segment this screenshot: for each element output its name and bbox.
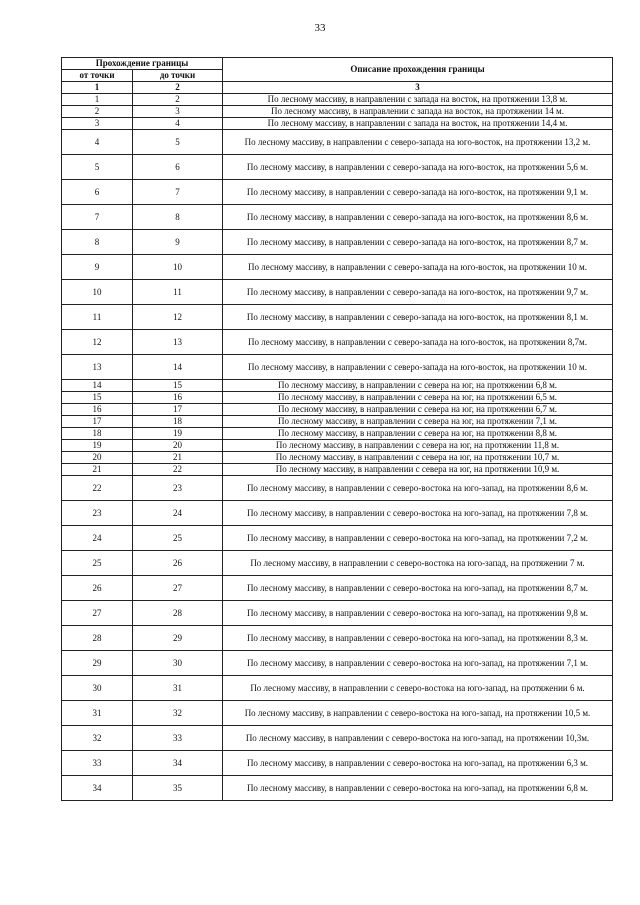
table-row: [62, 106, 613, 118]
cell-description: По лесному массиву, в направлении с северо-запада на юго-восток, на протяжении 8,7 м.: [223, 230, 613, 255]
cell-description: По лесному массиву, в направлении с севера на юг, на протяжении 10,7 м.: [223, 452, 613, 464]
table-row: [62, 205, 613, 230]
cell-from-point: 25: [62, 551, 133, 576]
table-row: [62, 230, 613, 255]
table-row: [62, 380, 613, 392]
cell-from-point: 19: [62, 440, 133, 452]
table-row: [62, 751, 613, 776]
cell-to-point: 20: [133, 440, 223, 452]
cell-to-point: 33: [133, 726, 223, 751]
table-row: [62, 155, 613, 180]
table-row: [62, 726, 613, 751]
cell-description: По лесному массиву, в направлении с северо-востока на юго-запад, на протяжении 7 м.: [223, 551, 613, 576]
cell-from-point: 11: [62, 305, 133, 330]
table-row: [62, 651, 613, 676]
table-row: [62, 701, 613, 726]
cell-from-point: 2: [62, 106, 133, 118]
table-row: [62, 626, 613, 651]
cell-from-point: 24: [62, 526, 133, 551]
cell-to-point: 26: [133, 551, 223, 576]
cell-to-point: 12: [133, 305, 223, 330]
table-row: [62, 776, 613, 801]
table-row: [62, 476, 613, 501]
cell-description: По лесному массиву, в направлении с запада на восток, на протяжении 14,4 м.: [223, 118, 613, 130]
table-body: [62, 94, 613, 801]
table-row: [62, 428, 613, 440]
cell-description: По лесному массиву, в направлении с севера на юг, на протяжении 7,1 м.: [223, 416, 613, 428]
cell-from-point: 23: [62, 501, 133, 526]
cell-to-point: 24: [133, 501, 223, 526]
cell-to-point: 13: [133, 330, 223, 355]
cell-from-point: 7: [62, 205, 133, 230]
cell-from-point: 34: [62, 776, 133, 801]
cell-description: По лесному массиву, в направлении с северо-запада на юго-восток, на протяжении 8,1 м.: [223, 305, 613, 330]
table-row: [62, 392, 613, 404]
cell-from-point: 15: [62, 392, 133, 404]
cell-description: По лесному массиву, в направлении с северо-запада на юго-восток, на протяжении 8,7м.: [223, 330, 613, 355]
cell-description: По лесному массиву, в направлении с северо-востока на юго-запад, на протяжении 6,3 м.: [223, 751, 613, 776]
cell-to-point: 7: [133, 180, 223, 205]
table-header: [62, 58, 613, 94]
cell-from-point: 29: [62, 651, 133, 676]
column-number-2: 2: [133, 82, 223, 94]
cell-description: По лесному массиву, в направлении с севера на юг, на протяжении 10,9 м.: [223, 464, 613, 476]
cell-description: По лесному массиву, в направлении с северо-запада на юго-восток, на протяжении 9,1 м.: [223, 180, 613, 205]
table-row: [62, 94, 613, 106]
header-to-point: до точки: [133, 70, 223, 82]
table-row: [62, 526, 613, 551]
table-row: [62, 118, 613, 130]
cell-to-point: 25: [133, 526, 223, 551]
cell-to-point: 35: [133, 776, 223, 801]
header-description: Описание прохождения границы: [223, 58, 613, 82]
cell-from-point: 32: [62, 726, 133, 751]
cell-from-point: 13: [62, 355, 133, 380]
cell-to-point: 4: [133, 118, 223, 130]
cell-description: По лесному массиву, в направлении с северо-востока на юго-запад, на протяжении 7,1 м.: [223, 651, 613, 676]
table-row: [62, 676, 613, 701]
table-row: [62, 452, 613, 464]
cell-to-point: 18: [133, 416, 223, 428]
cell-from-point: 9: [62, 255, 133, 280]
cell-to-point: 8: [133, 205, 223, 230]
cell-from-point: 27: [62, 601, 133, 626]
cell-from-point: 31: [62, 701, 133, 726]
cell-to-point: 5: [133, 130, 223, 155]
page-number: 33: [314, 22, 326, 34]
table-row: [62, 305, 613, 330]
cell-from-point: 3: [62, 118, 133, 130]
table-row: [62, 255, 613, 280]
cell-from-point: 28: [62, 626, 133, 651]
boundary-table: [61, 57, 613, 801]
cell-description: По лесному массиву, в направлении с северо-востока на юго-запад, на протяжении 7,8 м.: [223, 501, 613, 526]
cell-from-point: 18: [62, 428, 133, 440]
cell-description: По лесному массиву, в направлении с северо-востока на юго-запад, на протяжении 8,6 м.: [223, 476, 613, 501]
table-row: [62, 330, 613, 355]
cell-from-point: 1: [62, 94, 133, 106]
cell-to-point: 22: [133, 464, 223, 476]
table-row: [62, 280, 613, 305]
table-row: [62, 130, 613, 155]
cell-description: По лесному массиву, в направлении с северо-востока на юго-запад, на протяжении 8,7 м.: [223, 576, 613, 601]
cell-description: По лесному массиву, в направлении с северо-востока на юго-запад, на протяжении 6 м.: [223, 676, 613, 701]
cell-description: По лесному массиву, в направлении с севера на юг, на протяжении 6,8 м.: [223, 380, 613, 392]
cell-description: По лесному массиву, в направлении с северо-запада на юго-восток, на протяжении 10 м.: [223, 355, 613, 380]
cell-description: По лесному массиву, в направлении с северо-востока на юго-запад, на протяжении 8,3 м.: [223, 626, 613, 651]
cell-description: По лесному массиву, в направлении с северо-востока на юго-запад, на протяжении 9,8 м.: [223, 601, 613, 626]
table-row: [62, 404, 613, 416]
cell-from-point: 33: [62, 751, 133, 776]
table-row: [62, 416, 613, 428]
column-number-1: 1: [62, 82, 133, 94]
cell-to-point: 6: [133, 155, 223, 180]
cell-description: По лесному массиву, в направлении с запада на восток, на протяжении 14 м.: [223, 106, 613, 118]
cell-from-point: 30: [62, 676, 133, 701]
cell-to-point: 15: [133, 380, 223, 392]
cell-to-point: 16: [133, 392, 223, 404]
cell-to-point: 23: [133, 476, 223, 501]
cell-description: По лесному массиву, в направлении с северо-запада на юго-восток, на протяжении 8,6 м.: [223, 205, 613, 230]
column-number-3: 3: [223, 82, 613, 94]
cell-from-point: 8: [62, 230, 133, 255]
cell-to-point: 11: [133, 280, 223, 305]
table-row: [62, 440, 613, 452]
table-row: [62, 464, 613, 476]
cell-description: По лесному массиву, в направлении с северо-востока на юго-запад, на протяжении 10,5 м.: [223, 701, 613, 726]
cell-description: По лесному массиву, в направлении с северо-запада на юго-восток, на протяжении 10 м.: [223, 255, 613, 280]
cell-from-point: 10: [62, 280, 133, 305]
cell-to-point: 32: [133, 701, 223, 726]
cell-description: По лесному массиву, в направлении с запада на восток, на протяжении 13,8 м.: [223, 94, 613, 106]
cell-to-point: 21: [133, 452, 223, 464]
cell-to-point: 19: [133, 428, 223, 440]
cell-description: По лесному массиву, в направлении с севера на юг, на протяжении 6,7 м.: [223, 404, 613, 416]
cell-to-point: 9: [133, 230, 223, 255]
cell-from-point: 5: [62, 155, 133, 180]
table-row: [62, 576, 613, 601]
table-row: [62, 601, 613, 626]
cell-to-point: 2: [133, 94, 223, 106]
cell-from-point: 22: [62, 476, 133, 501]
table-row: [62, 180, 613, 205]
cell-description: По лесному массиву, в направлении с северо-запада на юго-восток, на протяжении 5,6 м.: [223, 155, 613, 180]
cell-description: По лесному массиву, в направлении с севера на юг, на протяжении 11,8 м.: [223, 440, 613, 452]
table-row: [62, 551, 613, 576]
cell-to-point: 3: [133, 106, 223, 118]
cell-description: По лесному массиву, в направлении с северо-запада на юго-восток, на протяжении 9,7 м.: [223, 280, 613, 305]
cell-from-point: 12: [62, 330, 133, 355]
cell-to-point: 27: [133, 576, 223, 601]
cell-description: По лесному массиву, в направлении с северо-востока на юго-запад, на протяжении 10,3м.: [223, 726, 613, 751]
cell-description: По лесному массиву, в направлении с северо-востока на юго-запад, на протяжении 6,8 м.: [223, 776, 613, 801]
cell-description: По лесному массиву, в направлении с севера на юг, на протяжении 6,5 м.: [223, 392, 613, 404]
table-row: [62, 355, 613, 380]
cell-to-point: 29: [133, 626, 223, 651]
header-group-title: Прохождение границы: [62, 58, 223, 70]
cell-from-point: 6: [62, 180, 133, 205]
cell-to-point: 31: [133, 676, 223, 701]
cell-description: По лесному массиву, в направлении с северо-востока на юго-запад, на протяжении 7,2 м.: [223, 526, 613, 551]
cell-from-point: 26: [62, 576, 133, 601]
cell-from-point: 4: [62, 130, 133, 155]
cell-to-point: 34: [133, 751, 223, 776]
cell-from-point: 17: [62, 416, 133, 428]
cell-to-point: 10: [133, 255, 223, 280]
cell-to-point: 17: [133, 404, 223, 416]
cell-description: По лесному массиву, в направлении с северо-запада на юго-восток, на протяжении 13,2 м.: [223, 130, 613, 155]
cell-from-point: 21: [62, 464, 133, 476]
cell-description: По лесному массиву, в направлении с севера на юг, на протяжении 8,8 м.: [223, 428, 613, 440]
cell-to-point: 28: [133, 601, 223, 626]
cell-from-point: 16: [62, 404, 133, 416]
cell-to-point: 14: [133, 355, 223, 380]
header-from-point: от точки: [62, 70, 133, 82]
table-row: [62, 501, 613, 526]
cell-to-point: 30: [133, 651, 223, 676]
cell-from-point: 14: [62, 380, 133, 392]
cell-from-point: 20: [62, 452, 133, 464]
